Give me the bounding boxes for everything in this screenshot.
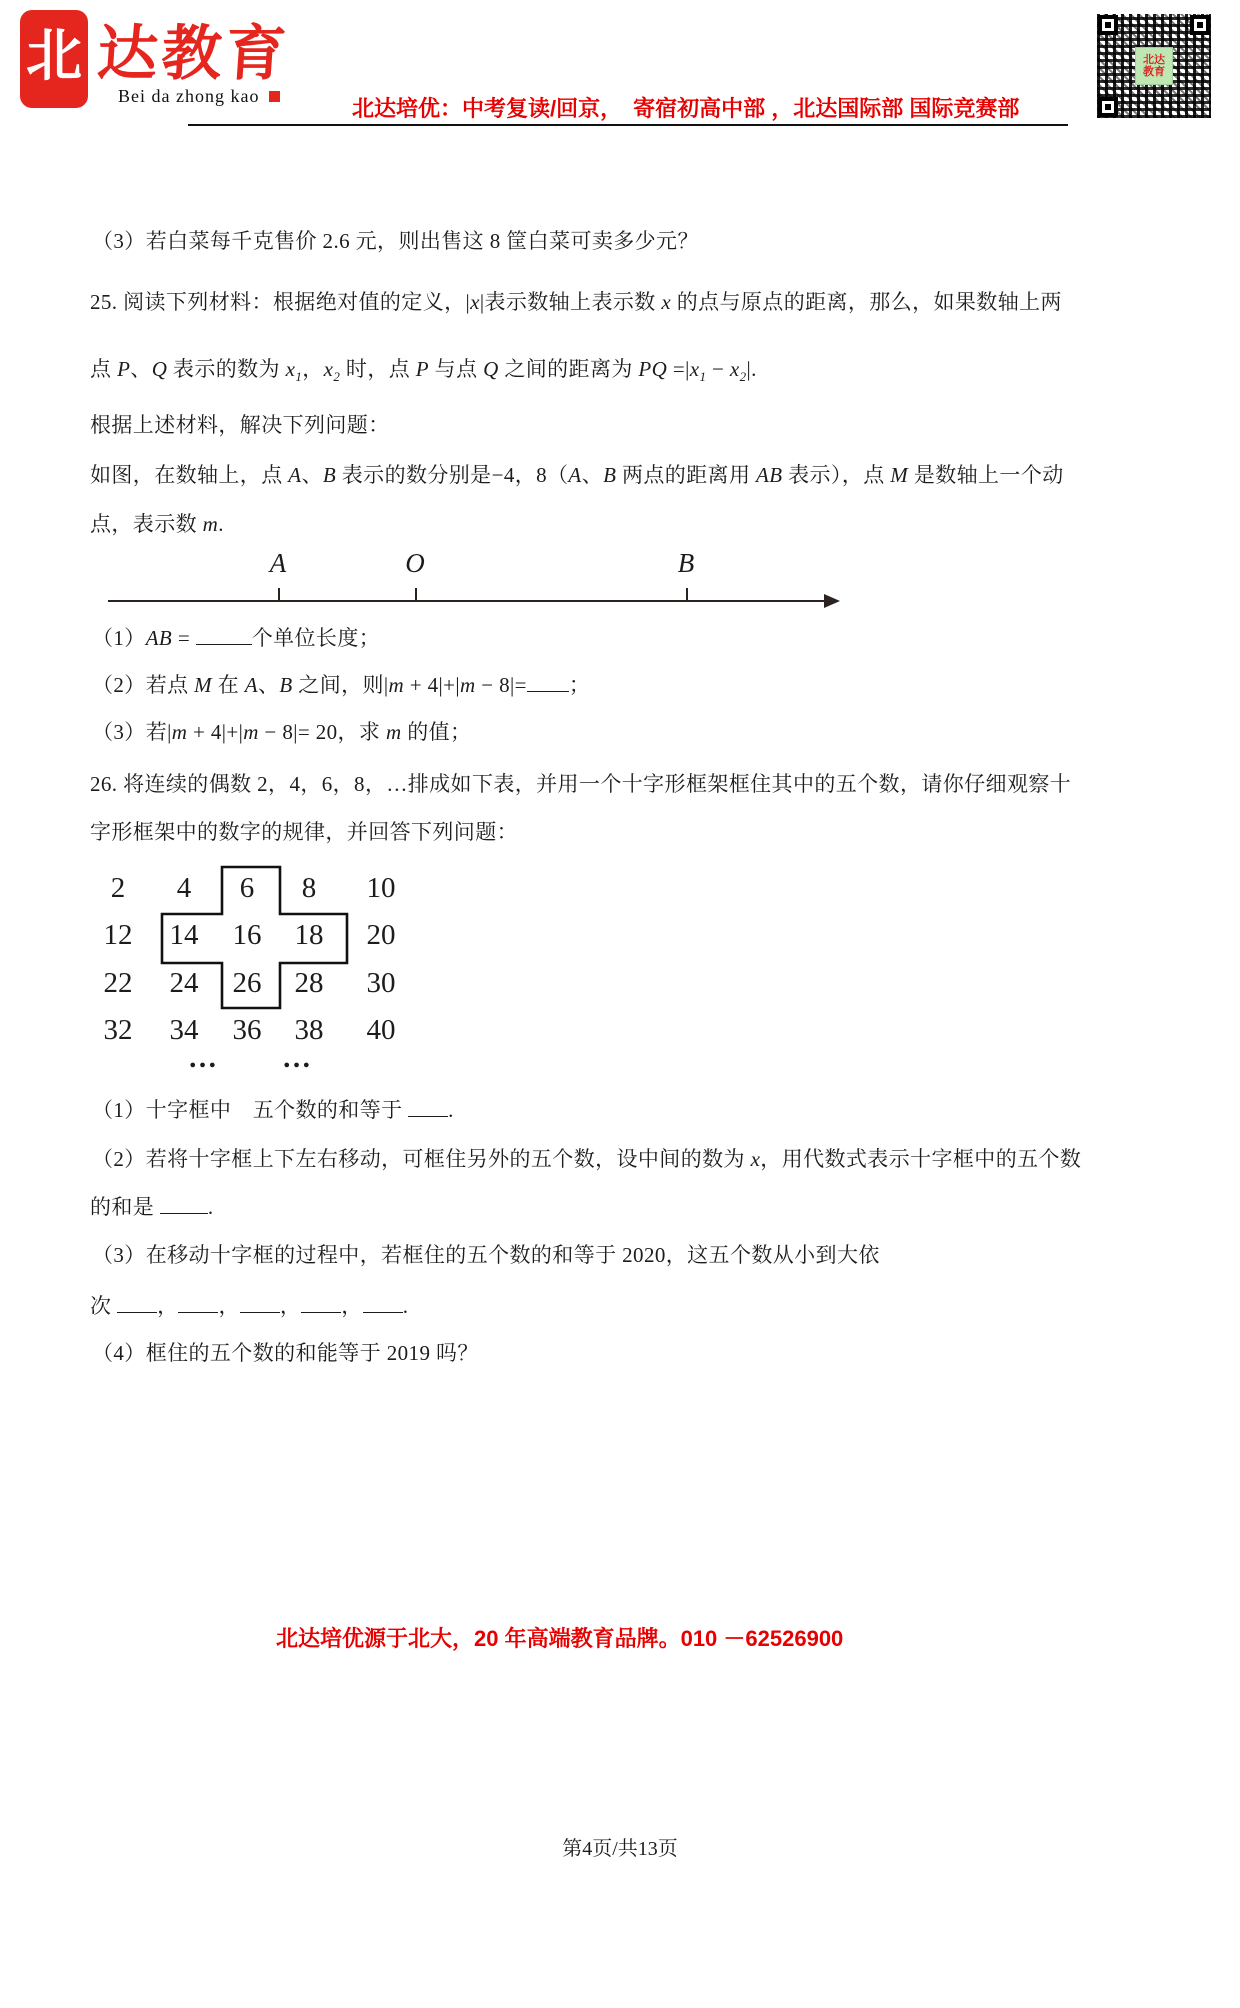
question-25-part1: （1）AB = 个单位长度； <box>92 626 381 650</box>
question-26-part2-line2: 的和是 . <box>90 1195 214 1219</box>
table-cell: 30 <box>366 967 396 999</box>
question-25-part3: （3）若|m + 4|+|m − 8|= 20，求 m 的值； <box>92 720 472 744</box>
table-cell: 16 <box>232 919 262 951</box>
qr-finder-bottom-left-icon <box>1098 97 1118 117</box>
logo-subtitle <box>118 86 280 107</box>
number-line-tick-A <box>278 588 280 601</box>
question-25-intro-line1: 25. 阅读下列材料：根据绝对值的定义，|x|表示数轴上表示数 x 的点与原点的距离，那么，如果数轴上两 <box>90 290 1062 314</box>
question-26-intro-line2: 字形框架中的数字的规律，并回答下列问题： <box>90 820 518 844</box>
number-line-tick-B <box>686 588 688 601</box>
header-divider <box>188 124 1068 126</box>
logo-subtitle-text: Bei da zhong kao <box>118 86 260 106</box>
logo-script-text: 达教育 <box>95 21 292 87</box>
table-cell: 24 <box>169 967 199 999</box>
question-25-intro-line4: 如图，在数轴上，点 A、B 表示的数分别是−4，8（A、B 两点的距离用 AB 表示），点 M 是数轴上一个动 <box>90 463 1064 487</box>
qr-code <box>1097 14 1211 118</box>
table-cell: 28 <box>294 967 324 999</box>
cross-frame <box>160 865 350 1011</box>
table-cell: 8 <box>301 872 317 904</box>
table-cell: 20 <box>366 919 396 951</box>
header-slogan: 北达培优：中考复读/回京， 寄宿初高中部 ，北达国际部 国际竞赛部 <box>352 96 1020 121</box>
number-line-label-A: A <box>269 548 287 578</box>
table-cell: 34 <box>169 1014 199 1046</box>
logo-seal <box>22 12 86 106</box>
question-26-part3-line2: 次 ， ， ， ， . <box>90 1294 409 1318</box>
table-cell: 2 <box>110 872 126 904</box>
number-line-label-B: B <box>677 548 695 578</box>
question-26-part4: （4）框住的五个数的和能等于 2019 吗？ <box>92 1341 479 1365</box>
table-cell: 36 <box>232 1014 262 1046</box>
question-26-part2-line1: （2）若将十字框上下左右移动，可框住另外的五个数，设中间的数为 x，用代数式表示十字框中的五个数 <box>92 1147 1082 1171</box>
table-cell: 18 <box>294 919 324 951</box>
qr-center-label <box>1135 47 1173 85</box>
table-cell: 22 <box>103 967 133 999</box>
table-cell: 10 <box>366 872 396 904</box>
qr-center-label-line2: 教育 <box>1143 66 1165 78</box>
table-cell: 6 <box>239 872 255 904</box>
question-24-part3: （3）若白菜每千克售价 2.6 元，则出售这 8 筐白菜可卖多少元？ <box>92 229 699 253</box>
question-25-part2: （2）若点 M 在 A、B 之间，则|m + 4|+|m − 8|= ； <box>92 673 591 697</box>
page-number: 第4页/共13页 <box>562 1838 678 1860</box>
question-26-part3-line1: （3）在移动十字框的过程中，若框住的五个数的和等于 2020，这五个数从小到大依 <box>92 1243 880 1267</box>
question-25-intro-line2: 点 P、Q 表示的数为 $x_1$，$x_2$ 时，点 P 与点 Q 之间的距离为 PQ $=|x_1 - x_2|$. <box>90 357 757 384</box>
qr-center-label-line1: 北达 <box>1143 54 1165 66</box>
qr-finder-top-left-icon <box>1098 15 1118 35</box>
footer-promo-text: 北达培优源于北大，20 年高端教育品牌。010 －62526900 <box>276 1626 844 1651</box>
question-26-part1: （1）十字框中 五个数的和等于 . <box>92 1098 454 1122</box>
table-cell: 26 <box>232 967 262 999</box>
logo-subtitle-marker <box>269 91 280 102</box>
table-ellipsis-right: … <box>282 1042 312 1074</box>
table-ellipsis-left: … <box>188 1042 218 1074</box>
logo-seal-character: 北 <box>26 26 82 88</box>
question-25-intro-line5: 点，表示数 m. <box>90 512 224 536</box>
number-line-axis <box>108 600 826 602</box>
question-25-intro-line3: 根据上述材料，解决下列问题： <box>90 413 390 437</box>
table-cell: 32 <box>103 1014 133 1046</box>
qr-finder-top-right-icon <box>1190 15 1210 35</box>
table-cell: 4 <box>176 872 192 904</box>
number-line-label-O: O <box>405 548 425 578</box>
question-26-intro-line1: 26. 将连续的偶数 2，4，6，8，…排成如下表，并用一个十字形框架框住其中的五个数，请你仔细观察十 <box>90 772 1072 796</box>
number-line-arrowhead-icon <box>824 594 840 608</box>
table-cell: 12 <box>103 919 133 951</box>
table-cell: 14 <box>169 919 199 951</box>
table-cell: 40 <box>366 1014 396 1046</box>
table-cell: 38 <box>294 1014 324 1046</box>
number-line-tick-O <box>415 588 417 601</box>
